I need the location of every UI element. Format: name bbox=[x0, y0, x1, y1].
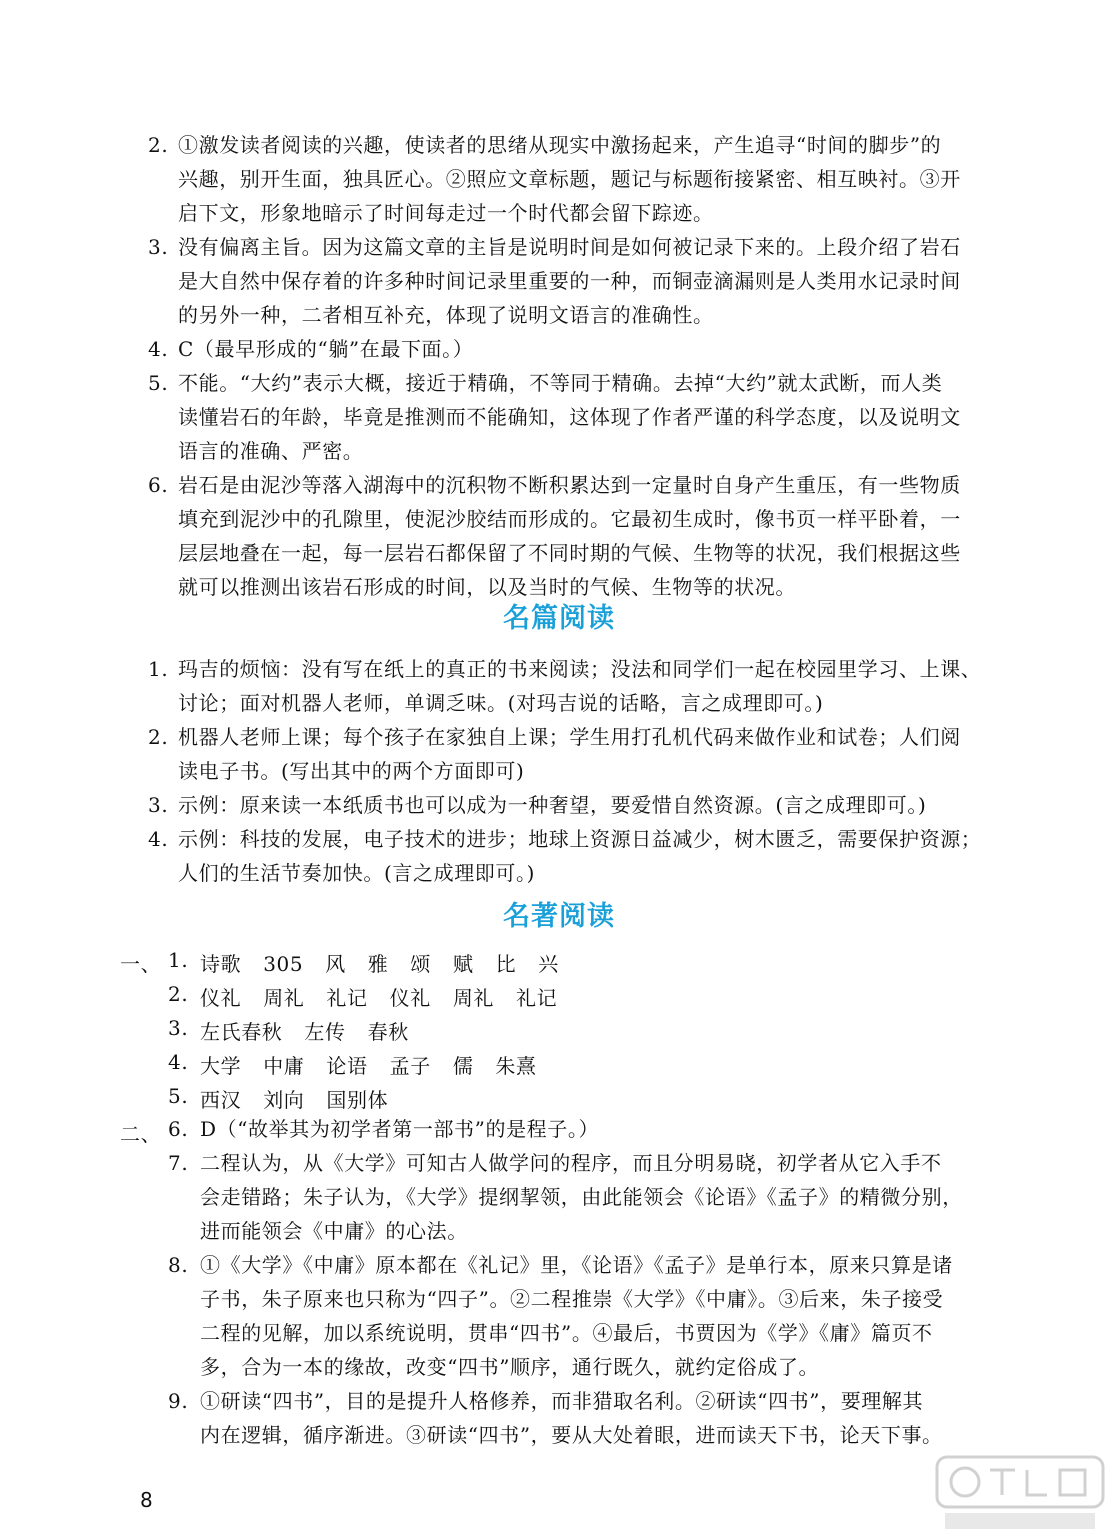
item-number: 3. bbox=[168, 1016, 189, 1040]
answer-word: 比 bbox=[495, 952, 517, 976]
answer-word: 左氏春秋 bbox=[200, 1020, 283, 1044]
item-line: 进而能领会《中庸》的心法。 bbox=[200, 1219, 468, 1243]
answer-item bbox=[148, 468, 998, 604]
item-line: 启下文，形象地暗示了时间每走过一个时代都会留下踪迹。 bbox=[178, 201, 714, 225]
answer-word: 礼记 bbox=[326, 986, 368, 1010]
item-line: 读电子书。(写出其中的两个方面即可) bbox=[178, 759, 525, 783]
item-number: 4. bbox=[148, 337, 169, 361]
item-line: 二程的见解，加以系统说明，贯串“四书”。④最后，书贾因为《学》《庸》篇页不 bbox=[200, 1321, 933, 1345]
section-title-classics: 名著阅读 bbox=[503, 901, 615, 932]
fill-in-answer-row bbox=[200, 1084, 410, 1113]
part-label-one: 一、 bbox=[120, 952, 162, 976]
answer-item bbox=[168, 1146, 1000, 1248]
item-number: 2. bbox=[168, 982, 189, 1006]
answer-item bbox=[148, 128, 998, 230]
answer-word: 孟子 bbox=[389, 1054, 431, 1078]
answer-word: 雅 bbox=[367, 952, 389, 976]
item-line: 玛吉的烦恼：没有写在纸上的真正的书来阅读；没法和同学们一起在校园里学习、上课、 bbox=[178, 657, 982, 681]
item-line: 示例：科技的发展，电子技术的进步；地球上资源日益减少，树木匮乏，需要保护资源； bbox=[178, 827, 982, 851]
item-line: 语言的准确、严密。 bbox=[178, 439, 364, 463]
item-line: ①研读“四书”，目的是提升人格修养，而非猎取名利。②研读“四书”，要理解其 bbox=[200, 1389, 924, 1413]
item-line: D（“故举其为初学者第一部书”的是程子。） bbox=[200, 1117, 600, 1141]
item-line: 二程认为，从《大学》可知古人做学问的程序，而且分明易晓，初学者从它入手不 bbox=[200, 1151, 942, 1175]
answer-word: 左传 bbox=[304, 1020, 346, 1044]
item-number: 2. bbox=[148, 133, 169, 157]
answer-item bbox=[168, 1384, 1000, 1452]
answer-item bbox=[168, 1112, 1000, 1146]
item-line: 没有偏离主旨。因为这篇文章的主旨是说明时间是如何被记录下来的。上段介绍了岩石 bbox=[178, 235, 961, 259]
item-number: 6. bbox=[148, 473, 169, 497]
item-line: 填充到泥沙中的孔隙里，使泥沙胶结而形成的。它最初生成时，像书页一样平卧着，一 bbox=[178, 507, 961, 531]
answer-word: 周礼 bbox=[452, 986, 495, 1010]
answer-item bbox=[168, 1248, 1000, 1384]
item-line: 示例：原来读一本纸质书也可以成为一种奢望，要爱惜自然资源。(言之成理即可。) bbox=[178, 793, 927, 817]
answer-item bbox=[148, 332, 998, 366]
item-line: 多，合为一本的缘故，改变“四书”顺序，通行既久，就约定俗成了。 bbox=[200, 1355, 820, 1379]
answer-word: 大学 bbox=[200, 1054, 242, 1078]
item-number: 2. bbox=[148, 725, 169, 749]
answer-item bbox=[148, 788, 998, 822]
item-line: C（最早形成的“躺”在最下面。） bbox=[178, 337, 474, 361]
item-line: 是大自然中保存着的许多种时间记录里重要的一种，而铜壶滴漏则是人类用水记录时间 bbox=[178, 269, 961, 293]
answer-item bbox=[148, 822, 998, 890]
fill-in-answer-row bbox=[200, 982, 579, 1011]
item-number: 9. bbox=[168, 1389, 189, 1413]
item-number: 1. bbox=[148, 657, 169, 681]
answer-item bbox=[148, 230, 998, 332]
item-number: 3. bbox=[148, 793, 169, 817]
answer-word: 仪礼 bbox=[200, 986, 242, 1010]
item-number: 5. bbox=[148, 371, 169, 395]
item-line: 读懂岩石的年龄，毕竟是推测而不能确知，这体现了作者严谨的科学态度，以及说明文 bbox=[178, 405, 961, 429]
item-number: 5. bbox=[168, 1084, 189, 1108]
fill-in-answer-row bbox=[200, 1016, 431, 1045]
item-number: 4. bbox=[148, 827, 169, 851]
item-line: 机器人老师上课；每个孩子在家独自上课；学生用打孔机代码来做作业和试卷；人们阅 bbox=[178, 725, 961, 749]
answer-word: 礼记 bbox=[516, 986, 558, 1010]
item-line: 不能。“大约”表示大概，接近于精确，不等同于精确。去掉“大约”就太武断，而人类 bbox=[178, 371, 943, 395]
item-number: 8. bbox=[168, 1253, 189, 1277]
item-line: 层层地叠在一起，每一层岩石都保留了不同时期的气候、生物等的状况，我们根据这些 bbox=[178, 541, 961, 565]
answer-watermark-logo-icon bbox=[935, 1455, 1105, 1533]
answer-word: 诗歌 bbox=[200, 952, 242, 976]
item-number: 1. bbox=[168, 948, 189, 972]
item-number: 4. bbox=[168, 1050, 189, 1074]
fill-in-answer-row bbox=[200, 948, 581, 977]
answer-item bbox=[148, 652, 998, 720]
part-label-two: 二、 bbox=[120, 1122, 162, 1146]
answer-word: 颂 bbox=[410, 952, 432, 976]
item-line: ①《大学》《中庸》原本都在《礼记》里，《论语》《孟子》是单行本，原来只算是诸 bbox=[200, 1253, 953, 1277]
answer-word: 西汉 bbox=[200, 1088, 242, 1112]
answer-item bbox=[148, 720, 998, 788]
fill-in-answer-row bbox=[200, 1050, 559, 1079]
item-line: 的另外一种，二者相互补充，体现了说明文语言的准确性。 bbox=[178, 303, 714, 327]
item-line: 就可以推测出该岩石形成的时间，以及当时的气候、生物等的状况。 bbox=[178, 575, 796, 599]
answer-word: 305 bbox=[263, 952, 304, 976]
item-line: 兴趣，别开生面，独具匠心。②照应文章标题，题记与标题衔接紧密、相互映衬。③开 bbox=[178, 167, 961, 191]
answer-word: 论语 bbox=[326, 1054, 368, 1078]
page-number: 8 bbox=[140, 1488, 153, 1512]
answer-word: 刘向 bbox=[263, 1088, 305, 1112]
answer-word: 兴 bbox=[538, 952, 559, 976]
answer-word: 朱熹 bbox=[495, 1054, 537, 1078]
answer-word: 国别体 bbox=[326, 1088, 389, 1112]
answer-word: 中庸 bbox=[263, 1054, 305, 1078]
section-title-famous-articles: 名篇阅读 bbox=[503, 603, 615, 634]
item-line: ①激发读者阅读的兴趣，使读者的思绪从现实中激扬起来，产生追寻“时间的脚步”的 bbox=[178, 133, 942, 157]
answer-word: 风 bbox=[325, 952, 346, 976]
answer-word: 仪礼 bbox=[389, 986, 431, 1010]
item-line: 讨论；面对机器人老师，单调乏味。(对玛吉说的话略，言之成理即可。) bbox=[178, 691, 824, 715]
item-number: 3. bbox=[148, 235, 169, 259]
item-line: 内在逻辑，循序渐进。③研读“四书”，要从大处着眼，进而读天下书，论天下事。 bbox=[200, 1423, 943, 1447]
answer-word: 儒 bbox=[452, 1054, 474, 1078]
answer-word: 周礼 bbox=[263, 986, 305, 1010]
item-line: 子书，朱子原来也只称为“四子”。②二程推崇《大学》《中庸》。③后来，朱子接受 bbox=[200, 1287, 944, 1311]
item-line: 岩石是由泥沙等落入湖海中的沉积物不断积累达到一定量时自身产生重压，有一些物质 bbox=[178, 473, 961, 497]
item-number: 6. bbox=[168, 1117, 189, 1141]
answer-word: 春秋 bbox=[367, 1020, 409, 1044]
answer-item bbox=[148, 366, 998, 468]
item-line: 人们的生活节奏加快。(言之成理即可。) bbox=[178, 861, 536, 885]
item-number: 7. bbox=[168, 1151, 189, 1175]
item-line: 会走错路；朱子认为，《大学》提纲挈领，由此能领会《论语》《孟子》的精微分别， bbox=[200, 1185, 963, 1209]
answer-word: 赋 bbox=[453, 952, 474, 976]
